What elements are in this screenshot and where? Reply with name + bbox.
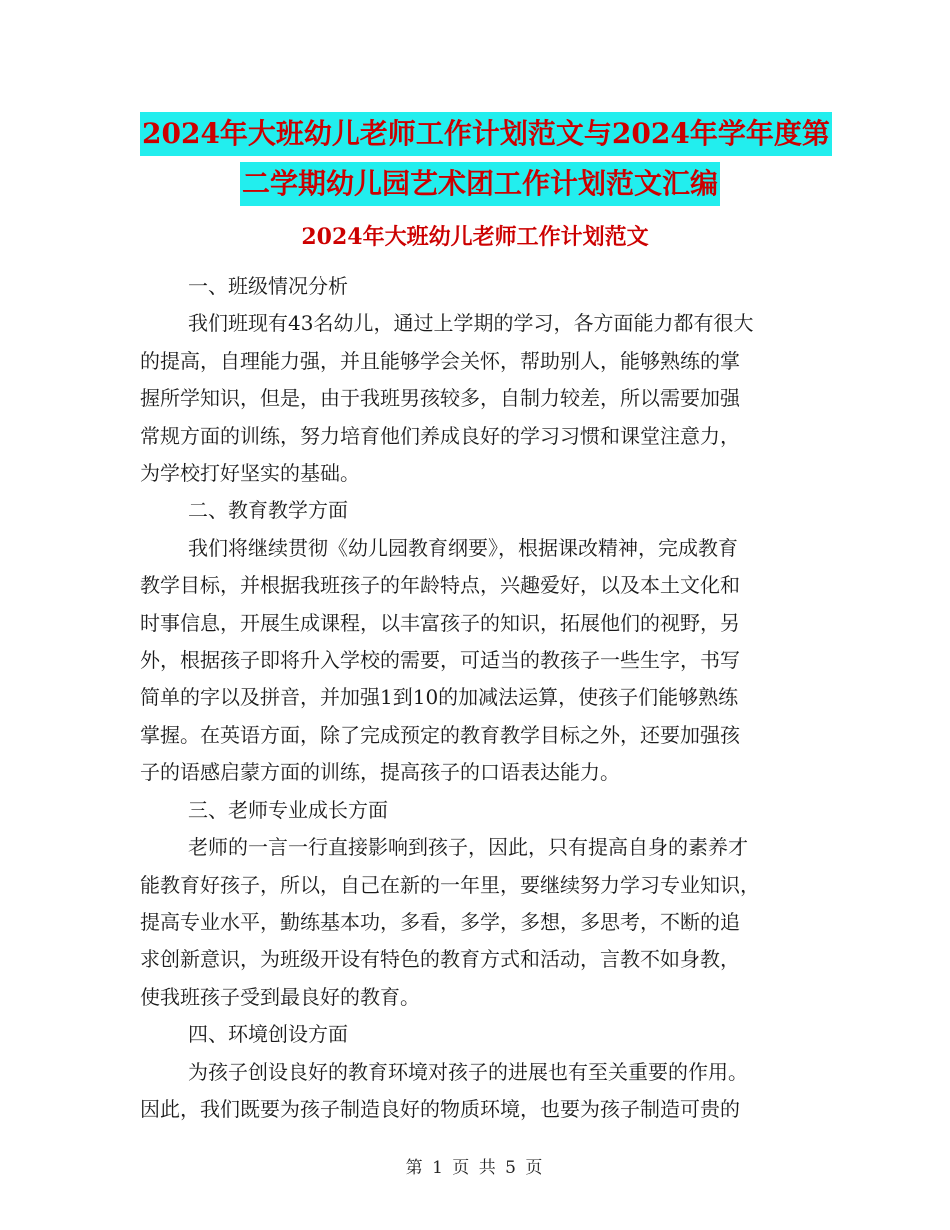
text-line: 我们班现有43名幼儿，通过上学期的学习，各方面能力都有很大 [188,311,754,336]
section-heading-3: 三、老师专业成长方面 [188,797,388,822]
text-line: 因此，我们既要为孩子制造良好的物质环境，也要为孩子制造可贵的 [140,1096,740,1121]
text-line: 求创新意识，为班级开设有特色的教育方式和活动，言教不如身教， [140,947,740,972]
document-body [140,268,812,1128]
section-heading-4: 四、环境创设方面 [188,1022,348,1047]
text-line: 我们将继续贯彻《幼儿园教育纲要》，根据课改精神，完成教育 [188,535,738,560]
text-line: 老师的一言一行直接影响到孩子，因此，只有提高自身的素养才 [188,835,748,860]
text-line: 掌握。在英语方面，除了完成预定的教育教学目标之外，还要加强孩 [140,722,740,747]
text-line: 提高专业水平，勤练基本功，多看，多学，多想，多思考，不断的追 [140,909,740,934]
text-line: 为学校打好坚实的基础。 [140,461,360,486]
text-line: 使我班孩子受到最良好的教育。 [140,984,420,1009]
section-subtitle: 2024年大班幼儿老师工作计划范文 [301,224,649,250]
text-line: 握所学知识，但是，由于我班男孩较多，自制力较差，所以需要加强 [140,386,740,411]
section-heading-2: 二、教育教学方面 [188,498,348,523]
text-line: 简单的字以及拼音，并加强1到10的加减法运算，使孩子们能够熟练 [140,685,739,710]
text-line: 的提高，自理能力强，并且能够学会关怀，帮助别人，能够熟练的掌 [140,348,740,373]
text-line: 为孩子创设良好的教育环境对孩子的进展也有至关重要的作用。 [188,1059,748,1084]
title-line-2: 二学期幼儿园艺术团工作计划范文汇编 [240,162,720,206]
paragraph-2 [140,530,812,792]
text-line: 子的语感启蒙方面的训练，提高孩子的口语表达能力。 [140,760,620,785]
document-title [140,112,830,206]
text-line: 时事信息，开展生成课程，以丰富孩子的知识，拓展他们的视野，另 [140,610,740,635]
page-footer: 第 1 页 共 5 页 [405,1158,545,1178]
text-line: 外，根据孩子即将升入学校的需要，可适当的教孩子一些生字，书写 [140,648,740,673]
text-line: 能教育好孩子，所以，自己在新的一年里，要继续努力学习专业知识， [140,872,760,897]
paragraph-1 [140,305,812,492]
section-heading-1: 一、班级情况分析 [188,274,348,298]
title-line-1: 2024年大班幼儿老师工作计划范文与2024年学年度第 [140,112,832,156]
text-line: 教学目标，并根据我班孩子的年龄特点，兴趣爱好，以及本土文化和 [140,573,740,598]
paragraph-3 [140,829,812,1016]
paragraph-4 [140,1054,812,1129]
text-line: 常规方面的训练，努力培育他们养成良好的学习习惯和课堂注意力， [140,423,740,448]
